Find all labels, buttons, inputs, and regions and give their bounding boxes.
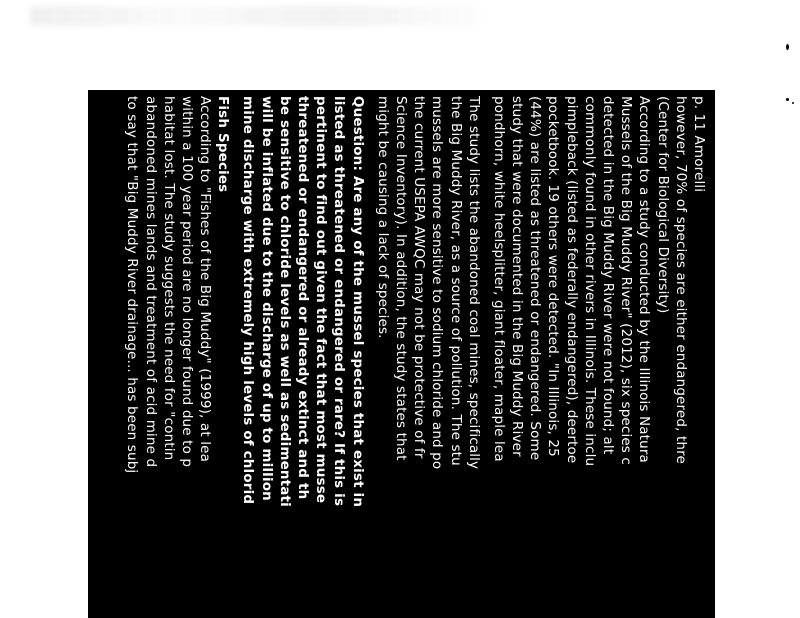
text-line: The study lists the abandoned coal mines, specifically xyxy=(465,96,482,470)
text-line: (44%) are listed as threatened or endangered. Some xyxy=(527,96,544,461)
text-line: commonly found in other rivers in Illinois. These inclu xyxy=(581,96,598,467)
text-line: threatened or endangered or already extinct and th xyxy=(295,96,312,500)
text-line: Science Inventory). In addition, the study states that xyxy=(393,96,409,461)
text-line: pondhorn, white heelsplitter, giant floater, maple lea xyxy=(490,96,507,462)
text-line: to say that "Big Muddy River drainage... has been subj xyxy=(124,96,141,474)
scan-speck xyxy=(786,98,789,101)
rotated-text-block xyxy=(88,90,715,618)
text-line: within a 100 year period are no longer found due to p xyxy=(178,96,195,468)
text-line: pimpleback (listed as federally endangered), deertoe xyxy=(563,96,580,464)
section-intro xyxy=(490,96,708,618)
text-line: musseIs are more sensitive to sodium chloride and po xyxy=(429,96,446,470)
text-line: pocketbook. 19 others were detected. "In Illinois, 25 xyxy=(545,96,562,457)
text-line: listed as threatened or endangered or rare? If this is xyxy=(331,96,348,507)
section-question xyxy=(239,96,366,618)
text-line: Fish Species xyxy=(215,96,232,193)
text-line: be sensitive to chloride levels as well as sedimentati xyxy=(276,96,293,507)
scan-speck xyxy=(792,102,794,104)
text-line: detected in the Big Muddy River were not found; alt xyxy=(600,96,617,455)
text-line: p. 11 Amorelli xyxy=(691,96,707,193)
text-line: pertinent to find out given the fact that most musse xyxy=(313,96,330,504)
inverted-document-page xyxy=(88,90,715,618)
text-line: will be inflated due to the discharge of up to million xyxy=(258,96,275,501)
section-fish-species xyxy=(123,96,232,618)
text-line: habitat lost. The study suggests the need for "contin xyxy=(160,96,177,461)
text-line: however, 70% of species are either endangered, thre xyxy=(672,96,689,464)
text-line: the Big Muddy River, as a source of pollution. The stu xyxy=(447,96,464,466)
text-line: might be causing a lack of species. xyxy=(374,96,391,339)
text-line: mine discharge with extremely high levels of chlorid xyxy=(240,96,257,505)
text-line: According to a study conducted by the Illinois Natura xyxy=(636,96,653,463)
text-line: the current USEPA AWQC may not be protective of fr xyxy=(411,96,428,459)
section-study xyxy=(374,96,483,618)
text-line: abandoned mines lands and treatment of acid mine d xyxy=(142,96,159,468)
text-line: Mussels of the Big Muddy River" (2012), six species c xyxy=(618,96,635,465)
scan-speck xyxy=(786,44,789,50)
scan-shadow xyxy=(30,6,480,26)
text-line: (Center for Biological Diversity) xyxy=(654,96,671,314)
text-line: Question: Are any of the mussel species that exist in xyxy=(349,96,366,508)
text-line: study that were documented in the Big Muddy River xyxy=(509,96,526,457)
text-line: According to "Fishes of the Big Muddy" (1999), at lea xyxy=(197,96,214,463)
